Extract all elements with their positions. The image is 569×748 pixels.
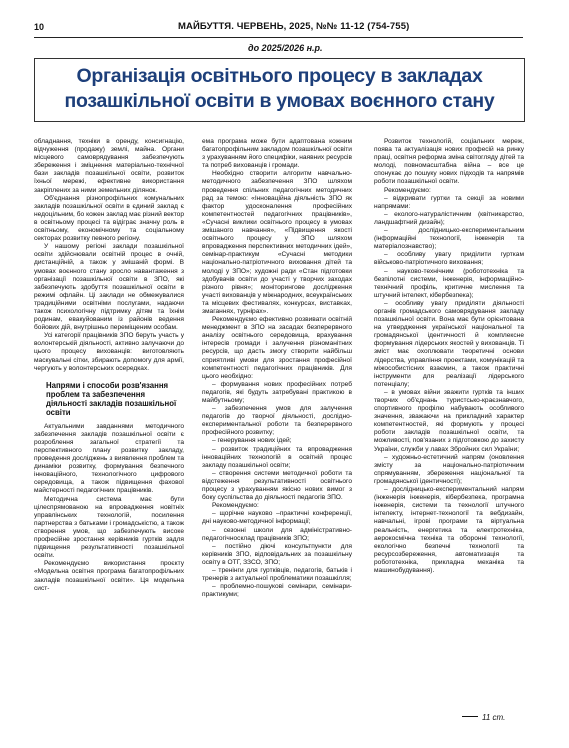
list-item: – науково-технічним (робототехніка та безпілотні системи, інженерія, інформаційно-технічний профіль, критичне мислення та штучний інтелект, кібербезпека); (374, 267, 524, 299)
paragraph: обладнання, техніки в оренду, консигнацію, відчуження (продажу) землі, майна. Органи місцевого самоврядування забезпечують збереження і зміцнення матеріально-технічної бази закладів позашкільної освіти, розвиток їхньої мережі, ефективне використання закріплених за ними земельних ділянок. (34, 138, 184, 194)
list-item: – сезонні школи для адміністративно-педагогічносклад працівників ЗПО; (202, 526, 352, 542)
paragraph: Об'єднання різнопрофільних комунальних закладів позашкільної освіти в єдиний заклад є недоцільним, бо кожен заклад має різний вектор в освітньому процесі та відіграє значну роль в освітньому, економічному та соціальному секторах розвитку певного регіону. (34, 194, 184, 243)
list-item: – постійно діючі консультпункти для керівників ЗПО, відповідальних за позашкільну освіту в ОТГ, ЗЗСО, ЗПО; (202, 542, 352, 566)
list-item: – відкривати гуртки та секції за новими напрямами: (374, 194, 524, 210)
paragraph: Рекомендуємо: (212, 502, 259, 510)
continued-rule (462, 716, 478, 717)
list-item: – еколого-натуралістичним (квітникарство, ландшафтний дизайн); (374, 210, 524, 226)
article-title-line-2: позашкільної освіти в умовах воєнного стану (64, 90, 495, 112)
list-item: – щорічне науково –практичні конференції, дні науково-методичної інформації; (202, 510, 352, 526)
list-item: – генерування нових ідей; (212, 437, 292, 445)
article-title-box (34, 58, 525, 122)
journal-header: МАЙБУТТЯ. ЧЕРВЕНЬ, 2025, №№ 11-12 (754-755) (178, 21, 410, 32)
text-column-2 (202, 138, 352, 599)
list-item: – розвиток традиційних та впровадження інноваційних технологій в освітній процес закладу позашкільної освіти; (202, 445, 352, 469)
paragraph: Рекомендуємо: (384, 186, 431, 194)
list-item: – проблемно-пошукові семінари, семінари-практикуми; (202, 583, 352, 599)
article-title-line-1: Організація освітнього процесу в закладах (76, 65, 483, 87)
paragraph: У нашому регіоні заклади позашкільної освіти здійснювали освітній процес в очній, дистанційній, а також у змішаній формі. В умовах воєнного стану зросло навантаження з організації позашкільної освіти в ЗПО, які забезпечують здобуття позашкільної освіти в режимі офлайн. Ці заклади не обмежувалися традиційними освітніми послугами, надаючи також психологічну підтримку дітям та їхнім родинам, евакуйованим із районів ведення бойових дій, внутрішньо переміщеним особам. (34, 243, 184, 332)
list-item: – забезпечення умов для залучення педагогів до творчої діяльності, дослідно-експериментальної роботи та безперервного професійного розвитку; (202, 405, 352, 437)
list-item: – особливу увагу приділити гурткам військово-патріотичного виховання; (374, 251, 524, 267)
paragraph: Методична система має бути цілеспрямованою на впровадження новітніх управлінських технологій, посилення партнерства з батьками і громадськістю, а також створення умов, що забезпечують високе професійне зростання керівників гуртків задля підвищення результативності позашкільної освіти. (34, 495, 184, 560)
text-column-1 (34, 138, 184, 593)
list-item: – художньо-естетичний напрям (оновлення змісту за національно-патріотичним спрямуванням, збереження національної та громадянської ідентичності); (374, 453, 524, 485)
text-column-3 (374, 138, 524, 575)
paragraph: ема програма може бути адаптована кожним багатопрофільним закладом позашкільної освіти з урахуванням його специфіки, наявних ресурсів та потреб вихованців і громади. (202, 138, 352, 170)
section-heading: Напрями і способи розв'язання проблем та забезпечення діяльності закладів позашкільної освіти (46, 380, 177, 417)
paragraph: Усі категорії працівників ЗПО беруть участь у волонтерській діяльності, активно залучаючи до цього процесу вихованців: виготовляють маскувальні сітки, збирають допомогу для армії, чергують у волонтерських осередках. (34, 332, 184, 372)
paragraph: Розвиток технологій, соціальних мереж, поява та актуалізація нових професій на ринку праці, освітня реформа зміна світогляду дітей та молоді, повномасштабна війна – все це спонукає до пошуку нових підходів та напрямів роботи позашкільної освіти. (374, 138, 524, 186)
page-number: 10 (34, 22, 45, 32)
paragraph: Необхідно створити алгоритм навчально-методичного забезпечення ЗПО шляхом проведення спільних педагогічних методичних рад за темою: «Інноваційна діяльність ЗПО як фактор удосконалення професійних компетентностей педагогічних працівників», «Сучасні виклики освітнього процесу в умовах змішаного навчання», «Підвищення якості освітнього процесу у ЗПО шляхом впровадження перспективних методичних ідей», семінар-практикум «Сучасні методики національно-патріотичного виховання дітей та молоді у ЗПО»; художні ради «Стан підготовки здобувачів освіти до участі у творчих заходах різного рівня»; моніторингове дослідження участі вихованців у міжнародних, всеукраїнських та місцевих фестивалях, конкурсах, виставках, змаганнях, турнірах». (202, 170, 352, 315)
paragraph: Актуальними завданнями методичного забезпечення закладів позашкільної освіти є розроблення загальної стратегії та перспективного плану розвитку закладу, проведення досліджень з виявлення проблем та динаміки розвитку, формування безпечного інноваційного, технологічного цифрового середовища, а також підвищення фахової майстерності педагогічних працівників. (34, 422, 184, 495)
list-item: – тренінги для гуртківців, педагогів, батьків і тренерів з актуальної проблематики позашкілля; (202, 566, 352, 583)
paragraph: Рекомендуємо ефективно розвивати освітній менеджмент в ЗПО на засадах безперервного аналізу освітнього середовища, врахування інтересів громади і залучення різноманітних ресурсів, що дасть змогу створити найбільш сприятливі умови для зростання професійної компетентності педагогічних працівників. Для цього необхідно: (202, 316, 352, 380)
paragraph: Рекомендуємо використання проєкту «Модельна освітня програма багатопрофільних закладів позашкільної освіти». Ця модельна сист- (34, 560, 184, 592)
continued-on-page: 11 ст. (482, 713, 506, 722)
section-subheader: до 2025/2026 н.р. (248, 43, 323, 53)
list-item: – особливу увагу приділяти діяльності органів громадського самоврядування закладу позашкільної освіти. Вона має бути орієнтована на утвердження української національної та громадянської ідентичності й комплексне формування лідерських якостей у вихованців. Ті зміст має охоплювати теоретичні основи лідерства, управління проектами, комунікацій та міжособистісних взаємин, а також практичні інструменти для реалізації лідерського потенціалу; (374, 299, 524, 388)
list-item: – формування нових професійних потреб педагогів, які будуть затребувані практикою в майбутньому; (202, 380, 352, 404)
header-rule (34, 37, 523, 38)
list-item: – дослідницько-експериментальним (інформаційні технології, інженерія та матеріалознавство); (374, 227, 524, 251)
list-item: – створення системи методичної роботи та відстеження результативності освітнього процесу з урахуванням якісно нових вимог з боку суспільства до діяльності педагогів ЗПО. (202, 469, 352, 502)
list-item: – в умовах війни зважити гуртків та інших творчих об'єднань туристсько-краєзнавчого, спортивного профілю набувають особливого значення, зважаючи на прикладний характер компетентностей, які формують у процесі роботи закладів позашкільної освіти, та можливості, пов'язаних з підготовкою до захисту України, служби у лавах Збройних сил України; (374, 388, 524, 453)
list-item: – дослідницько-експериментальний напрям (інженерія інженерія, кібербезпека, програмна інженерія, системи та технології штучного інтелекту, інтернет-технології та вебдизайн, навчальні, ігрові програми та віртуальна реальність, енергетика та електротехніка, аерокосмічна техніка та оборонні технології, екологічно безпечні технології та ресурсозбереження, автоматизація та робототехніка, прикладна механіка та машинобудування). (374, 486, 524, 574)
